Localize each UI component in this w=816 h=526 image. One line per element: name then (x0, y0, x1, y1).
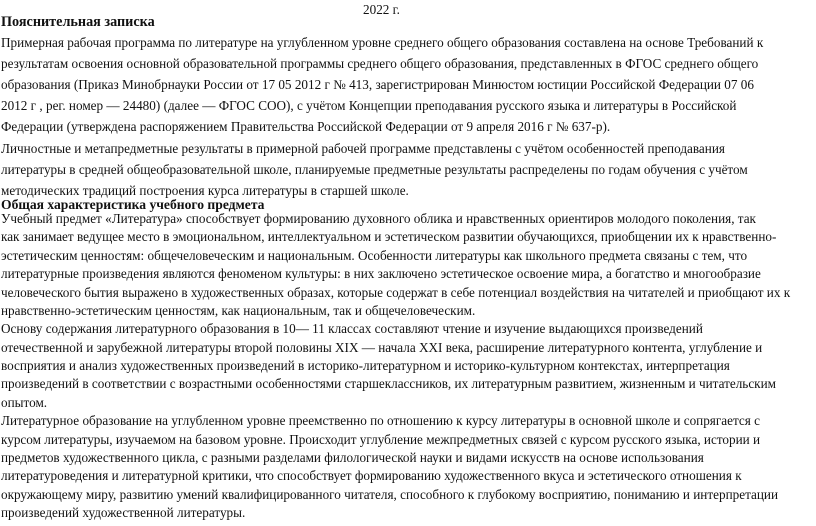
paragraph-line: нравственно-эстетическим ценностям, как национальным, так и общечеловеческим. (1, 303, 476, 318)
paragraph-line: восприятия и анализ художественных произведений в историко-литературном и историко-культурном контекстах, интерпретация (1, 358, 730, 373)
paragraph-line: литературоведения и литературной критики, что способствует формированию художественного вкуса и эстетического отношения к (1, 468, 742, 483)
paragraph-line: опытом. (1, 395, 48, 410)
paragraph-line: человеческого бытия выражено в художественных образах, которые содержат в себе потенциал воздействия на читателей и приобщают их к (1, 285, 791, 300)
paragraph-line: как занимает ведущее место в эмоциональном, интеллектуальном и эстетическом развитии обучающихся, приобщении их к нравственно- (1, 229, 777, 244)
paragraph-line: литературные произведения являются феноменом культуры: в них заключено эстетическое освоение мира, а богатство и многообразие (1, 266, 761, 281)
paragraph-line: Личностные и метапредметные результаты в примерной рабочей программе представлены с учётом особенностей преподавания (1, 141, 725, 156)
paragraph-line: Литературное образование на углубленном уровне преемственно по отношению к курсу литературы в основной школе и сопрягается с (1, 413, 760, 428)
paragraph-line: окружающему миру, развитию умений квалифицированного читателя, способного к глубокому восприятию, пониманию и интерпретации (1, 487, 779, 502)
paragraph-line: Учебный предмет «Литература» способствует формированию духовного облика и нравственных ориентиров молодого поколения, так (1, 211, 756, 226)
paragraph-line: Основу содержания литературного образования в 10— 11 классах составляют чтение и изучение выдающихся произведений (1, 321, 703, 336)
paragraph-line: 2012 г , рег. номер — 24480) (далее — ФГОС СОО), с учётом Концепции преподавания русского языка и литературы в Российской (1, 98, 737, 113)
paragraph-line: произведений в соответствии с возрастными особенностями старшеклассников, их литературным развитием, жизненным и читательским (1, 376, 776, 391)
paragraph-line: литературы в средней общеобразовательной школе, планируемые предметные результаты распределены по годам обучения с учётом (1, 162, 748, 177)
paragraph-line: эстетическим ценностям: общечеловеческим и национальным. Особенности литературы как школьного предмета связаны с тем, что (1, 248, 748, 263)
paragraph-line: отечественной и зарубежной литературы второй половины XIX — начала XXI века, расширение литературного контента, углубление и (1, 340, 763, 355)
paragraph-line: Примерная рабочая программа по литературе на углубленном уровне среднего общего образования составлена на основе Требований к (1, 35, 764, 50)
paragraph-line: методических традиций построения курса литературы в старшей школе. (1, 183, 409, 198)
paragraph-line: курсом литературы, изучаемом на базовом уровне. Происходит углубление межпредметных связей с курсом русского языка, истории и (1, 432, 761, 447)
paragraph-line: предметов художественного цикла, с разными разделами филологической науки и видами искусств на основе использования (1, 450, 704, 465)
section-title-explanatory-note: Пояснительная записка (1, 14, 155, 30)
paragraph-line: произведений художественной литературы. (1, 505, 246, 520)
paragraph-line: Федерации (утверждена распоряжением Правительства Российской Федерации от 9 апреля 2016 г № 637-р). (1, 119, 611, 134)
paragraph-line: образования (Приказ Минобрнауки России от 17 05 2012 г № 413, зарегистрирован Минюстом юстиции Российской Федерации 07 06 (1, 77, 754, 92)
section-title-subject-characteristic: Общая характеристика учебного предмета (1, 197, 265, 212)
paragraph-line: результатам освоения основной образовательной программы среднего общего образования, представленных в ФГОС среднего общего (1, 56, 759, 71)
document-year: 2022 г. (363, 2, 400, 17)
